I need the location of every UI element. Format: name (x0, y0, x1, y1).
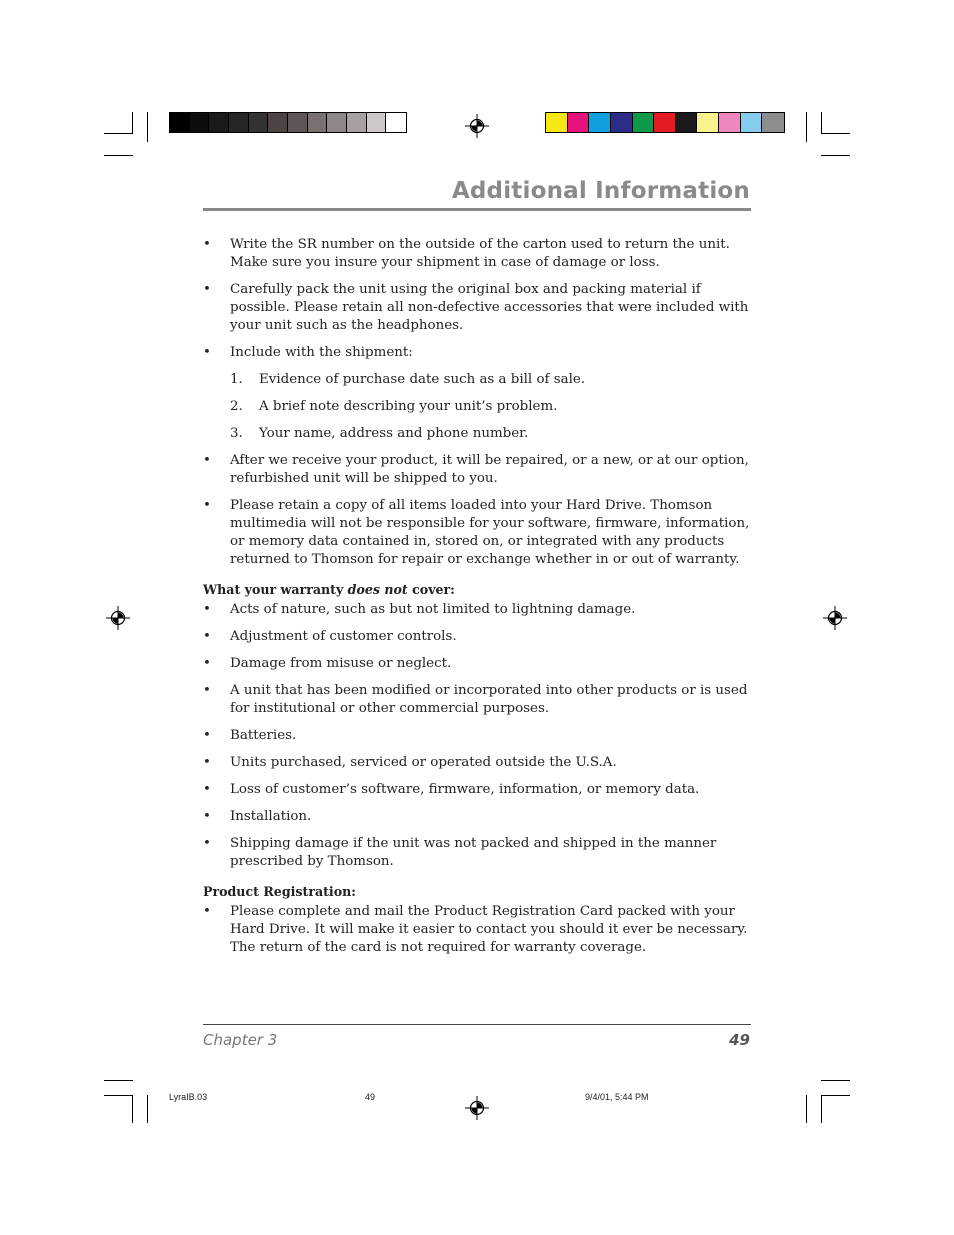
crop-mark (821, 1080, 850, 1081)
bullet-icon: • (203, 453, 211, 468)
numbered-item-text: Your name, address and phone number. (259, 426, 529, 441)
list-item-text: Please complete and mail the Product Registration Card packed with your Hard Drive. It will make it easier to contact you should it ever be necessary. The return of the card is not required for warranty coverage. (230, 904, 748, 955)
chapter-label: Chapter 3 (203, 1031, 278, 1049)
process-color-bar (545, 112, 785, 133)
crop-mark (806, 1095, 807, 1123)
list-item-text: Carefully pack the unit using the original box and packing material if possible. Please retain all non-defective accessories that were included with your unit such as the headphones. (230, 282, 749, 333)
color-swatch (386, 113, 406, 132)
list-item-text: Please retain a copy of all items loaded into your Hard Drive. Thomson multimedia will not be responsible for your software, firmware, information, or memory data contained in, stored on, or integrated with any products returned to Thomson for repair or exchange whether in or out of warranty. (230, 498, 750, 567)
crop-mark (806, 112, 807, 142)
main-content (203, 236, 755, 966)
crop-mark (821, 112, 822, 134)
list-item (203, 628, 755, 646)
list-item (203, 497, 755, 569)
list-item (203, 682, 755, 718)
crop-mark (147, 112, 148, 142)
numbered-item-text: A brief note describing your unit’s problem. (259, 399, 558, 414)
bullet-icon: • (203, 345, 211, 360)
item-number: 2. (230, 399, 243, 414)
crop-mark (104, 155, 133, 156)
list-item-text: Acts of nature, such as but not limited to lightning damage. (230, 602, 636, 617)
list-item (203, 781, 755, 799)
bullet-icon: • (203, 602, 211, 617)
instructions-list (203, 236, 755, 362)
slug-filename: LyraIB.03 (169, 1092, 208, 1102)
page-number: 49 (729, 1031, 750, 1049)
repair-notes-list (203, 452, 755, 569)
crop-mark (104, 1095, 133, 1096)
color-swatch (268, 113, 288, 132)
color-swatch (170, 113, 190, 132)
list-item-text: Shipping damage if the unit was not packed and shipped in the manner prescribed by Thomson. (230, 836, 717, 869)
list-item-text: A unit that has been modified or incorporated into other products or is used for institutional or other commercial purposes. (230, 683, 748, 716)
color-swatch (327, 113, 347, 132)
list-item (203, 236, 755, 272)
color-swatch (308, 113, 328, 132)
numbered-item-text: Evidence of purchase date such as a bill of sale. (259, 372, 586, 387)
item-number: 1. (230, 372, 243, 387)
list-item (203, 655, 755, 673)
color-swatch (697, 113, 719, 132)
product-registration-heading: Product Registration: (203, 884, 356, 899)
numbered-item (203, 425, 755, 443)
grayscale-color-bar (169, 112, 407, 133)
list-item-text: Installation. (230, 809, 312, 824)
numbered-item (203, 371, 755, 389)
color-swatch (546, 113, 568, 132)
crop-mark (821, 1095, 822, 1123)
bullet-icon: • (203, 904, 211, 919)
bullet-icon: • (203, 728, 211, 743)
bullet-icon: • (203, 237, 211, 252)
registration-mark-icon (465, 114, 489, 138)
bullet-icon: • (203, 629, 211, 644)
color-swatch (209, 113, 229, 132)
color-swatch (741, 113, 763, 132)
list-item-text: After we receive your product, it will be repaired, or a new, or at our option, refurbished unit will be shipped to you. (230, 453, 749, 486)
crop-mark (104, 1080, 133, 1081)
list-item-text: Units purchased, serviced or operated outside the U.S.A. (230, 755, 617, 770)
color-swatch (589, 113, 611, 132)
color-swatch (229, 113, 249, 132)
list-item (203, 835, 755, 871)
list-item-text: Write the SR number on the outside of the carton used to return the unit. Make sure you insure your shipment in case of damage or loss. (230, 237, 730, 270)
list-item (203, 903, 755, 957)
registration-mark-icon (465, 1096, 489, 1120)
slug-page: 49 (365, 1092, 376, 1102)
numbered-item (203, 398, 755, 416)
crop-mark (132, 112, 133, 134)
color-swatch (633, 113, 655, 132)
page-title: Additional Information (451, 178, 750, 204)
color-swatch (719, 113, 741, 132)
list-item (203, 727, 755, 745)
color-swatch (347, 113, 367, 132)
crop-mark (132, 1095, 133, 1123)
footer-divider (203, 1024, 751, 1025)
list-item-text: Include with the shipment: (230, 345, 413, 360)
product-registration-list (203, 903, 755, 957)
registration-mark-icon (106, 606, 130, 630)
list-item (203, 601, 755, 619)
list-item (203, 281, 755, 335)
shipment-contents-list (203, 371, 755, 443)
bullet-icon: • (203, 656, 211, 671)
list-item (203, 452, 755, 488)
list-item (203, 808, 755, 826)
item-number: 3. (230, 426, 243, 441)
color-swatch (611, 113, 633, 132)
bullet-icon: • (203, 836, 211, 851)
emphasis-text: does not (347, 582, 408, 597)
color-swatch (676, 113, 698, 132)
color-swatch (190, 113, 210, 132)
slug-date: 9/4/01, 5:44 PM (585, 1092, 649, 1102)
crop-mark (821, 1095, 850, 1096)
bullet-icon: • (203, 782, 211, 797)
list-item-text: Loss of customer’s software, firmware, information, or memory data. (230, 782, 700, 797)
list-item-text: Adjustment of customer controls. (230, 629, 457, 644)
title-divider (203, 208, 751, 211)
list-item (203, 344, 755, 362)
color-swatch (288, 113, 308, 132)
color-swatch (367, 113, 387, 132)
color-swatch (654, 113, 676, 132)
list-item (203, 754, 755, 772)
bullet-icon: • (203, 755, 211, 770)
warranty-exclusions-list (203, 601, 755, 871)
bullet-icon: • (203, 282, 211, 297)
list-item-text: Damage from misuse or neglect. (230, 656, 452, 671)
list-item-text: Batteries. (230, 728, 297, 743)
color-swatch (762, 113, 784, 132)
bullet-icon: • (203, 809, 211, 824)
warranty-exclusions-heading: What your warranty does not cover: (203, 582, 455, 597)
color-swatch (568, 113, 590, 132)
crop-mark (821, 133, 850, 134)
color-swatch (249, 113, 269, 132)
crop-mark (104, 133, 133, 134)
bullet-icon: • (203, 683, 211, 698)
crop-mark (821, 155, 850, 156)
registration-mark-icon (823, 606, 847, 630)
bullet-icon: • (203, 498, 211, 513)
crop-mark (147, 1095, 148, 1123)
